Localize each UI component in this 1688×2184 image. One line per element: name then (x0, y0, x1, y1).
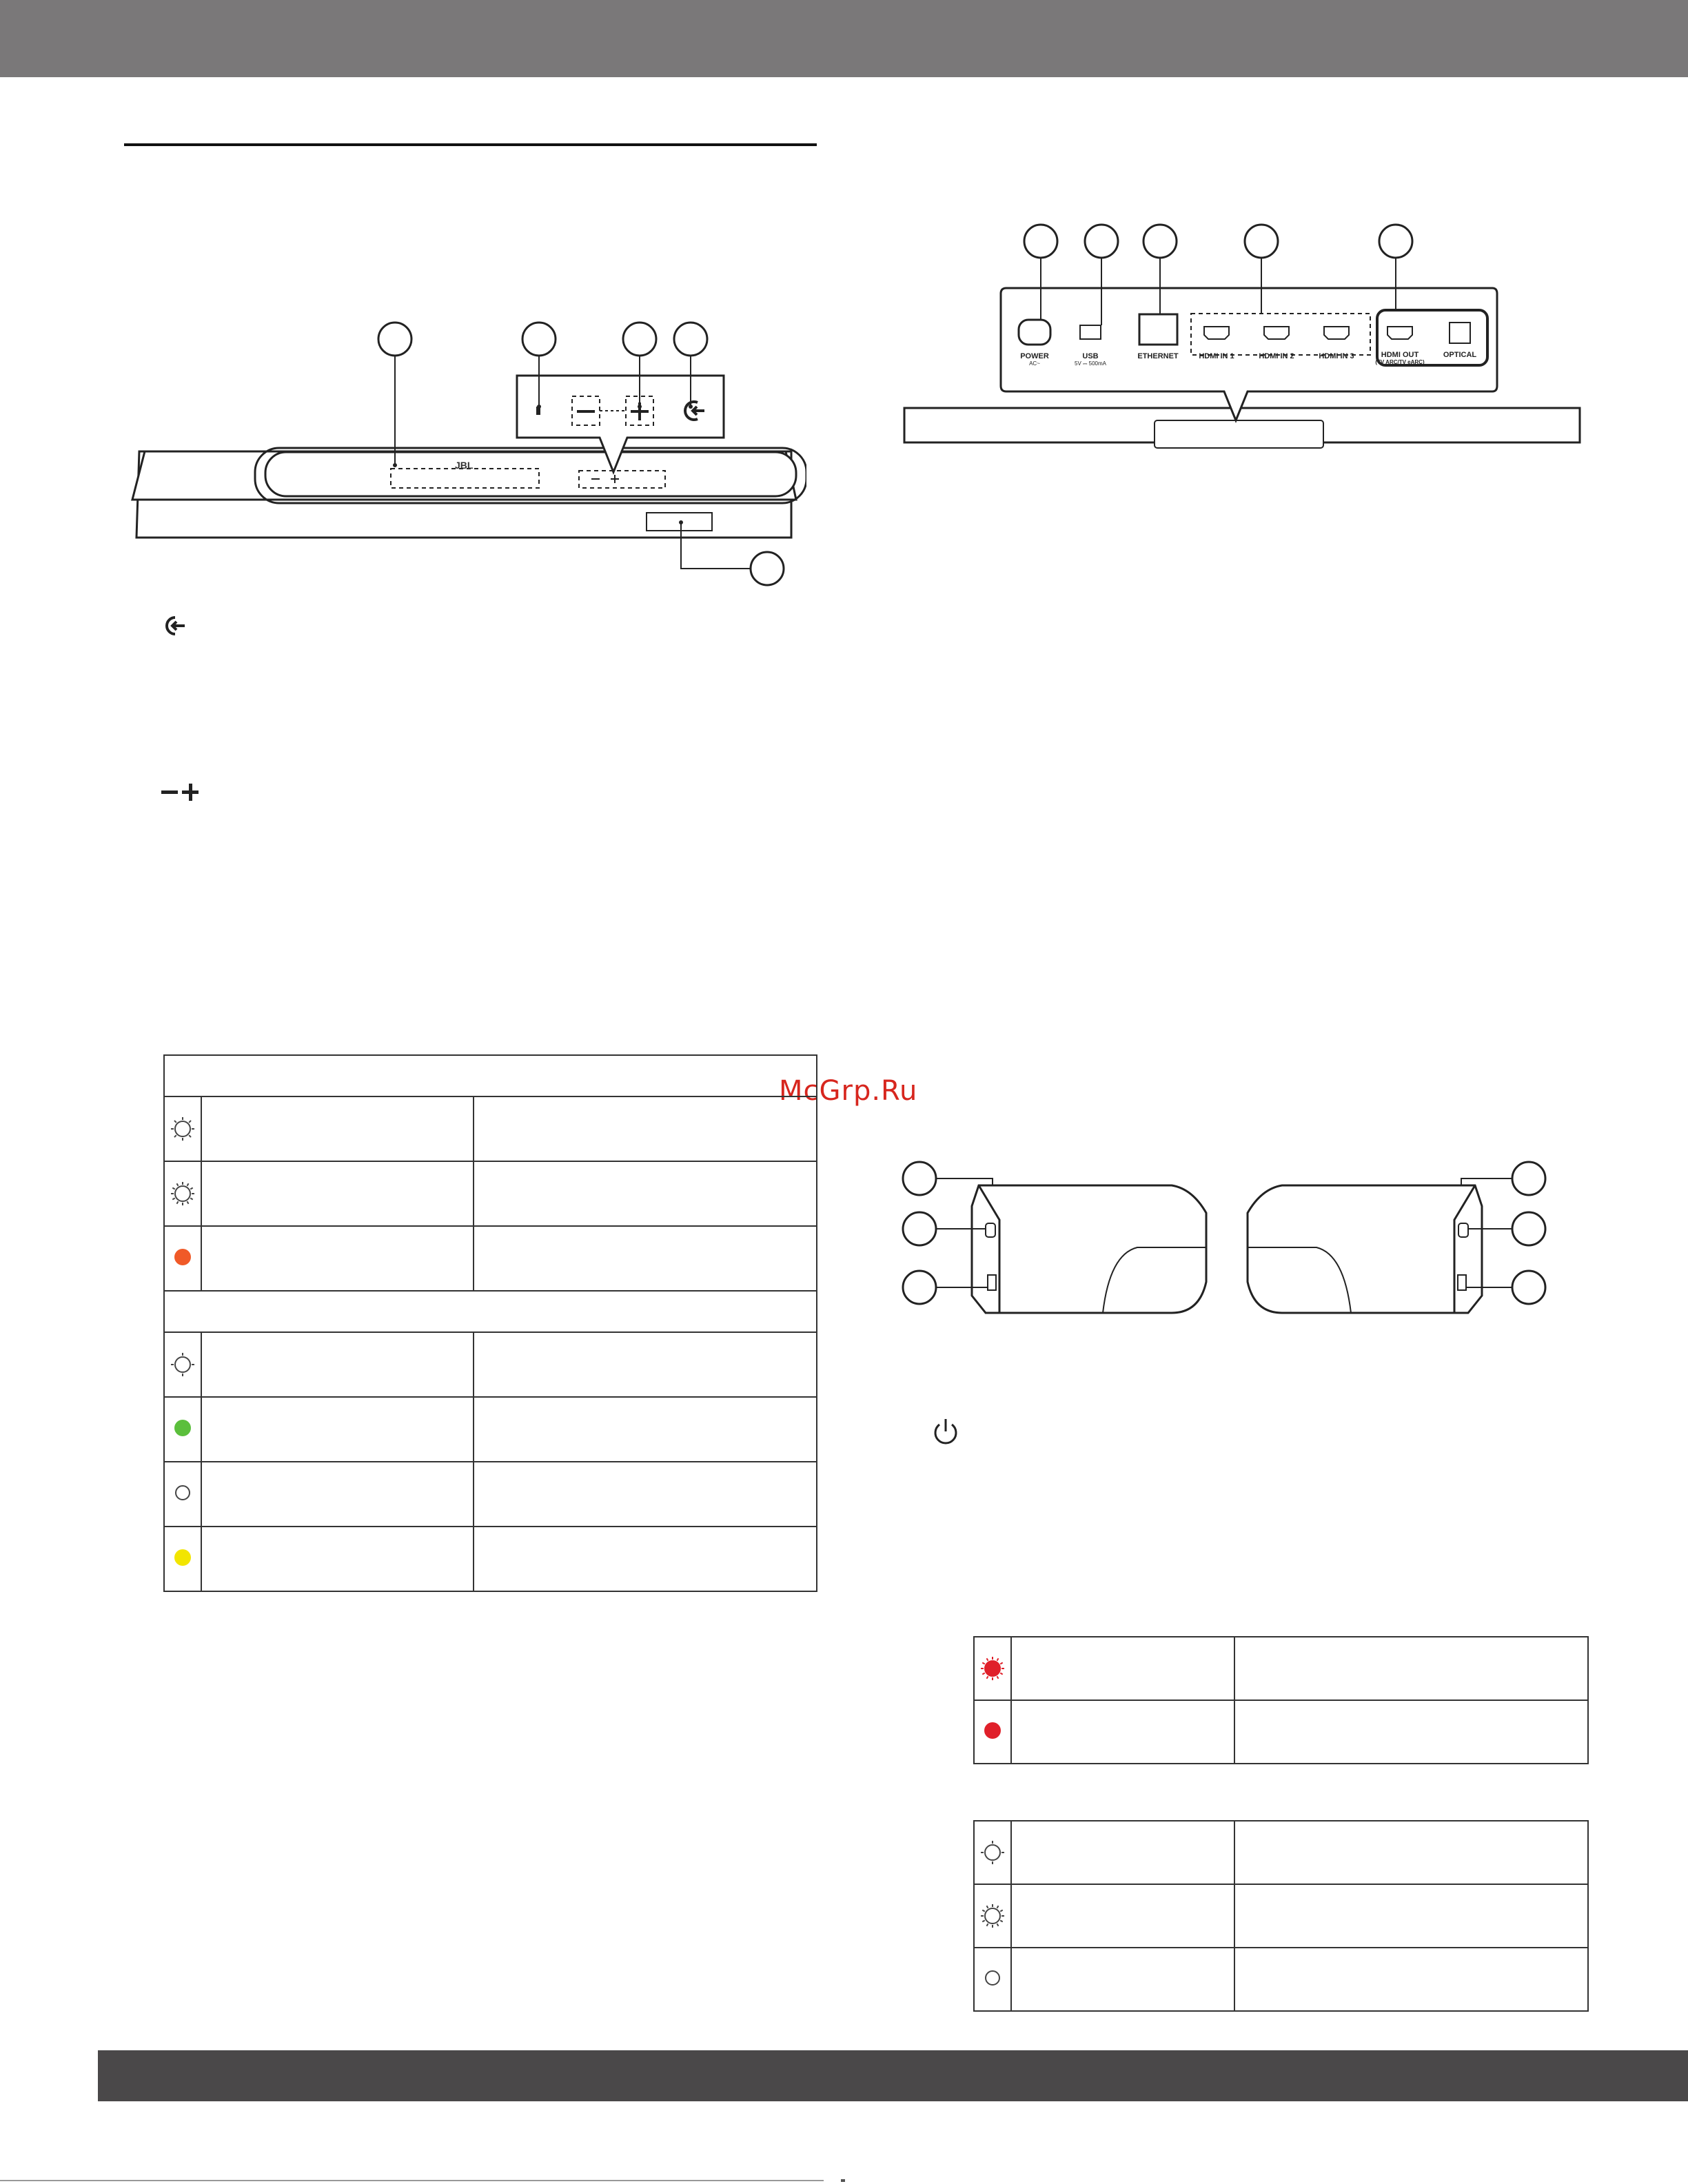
led-status-cell (164, 1226, 201, 1291)
status-label-cell (1011, 1637, 1234, 1700)
status-description-cell (1234, 1637, 1588, 1700)
led-indicator-icon (174, 1249, 191, 1265)
led-indicator-icon (169, 1351, 196, 1378)
power-icon (931, 1416, 961, 1447)
footer-bar (98, 2050, 1688, 2101)
led-indicator-icon (979, 1655, 1006, 1682)
section-divider (124, 143, 817, 146)
status-description-cell (474, 1096, 817, 1161)
table-section-row (164, 1291, 817, 1332)
status-label-cell (201, 1161, 474, 1226)
jbl-logo: JBL (455, 460, 474, 471)
status-description-cell (474, 1397, 817, 1462)
page-number-marker (841, 2179, 845, 2182)
header-bar (0, 0, 1688, 77)
footer-rule (0, 2180, 824, 2181)
table-row (164, 1527, 817, 1591)
table-row (974, 1948, 1588, 2011)
port-label-hdmi-in-3: HDMI IN 3 (1319, 352, 1354, 360)
status-label-cell (1011, 1948, 1234, 2011)
status-description-cell (1234, 1884, 1588, 1948)
status-label-cell (1011, 1884, 1234, 1948)
status-label-cell (201, 1397, 474, 1462)
status-description-cell (474, 1527, 817, 1591)
led-indicator-icon (175, 1485, 190, 1500)
port-label-power: POWER (1020, 352, 1049, 360)
table-row (164, 1161, 817, 1226)
led-status-cell (164, 1332, 201, 1397)
table-row (974, 1700, 1588, 1764)
led-status-cell (974, 1821, 1011, 1884)
led-status-cell (974, 1884, 1011, 1948)
table-row (164, 1096, 817, 1161)
status-description-cell (1234, 1821, 1588, 1884)
port-label-hdmi-in-2: HDMI IN 2 (1259, 352, 1294, 360)
led-indicator-icon (979, 1839, 1006, 1866)
led-indicator-icon (169, 1180, 196, 1207)
table-row (164, 1332, 817, 1397)
led-table-speaker-2 (973, 1820, 1589, 2012)
status-label-cell (201, 1527, 474, 1591)
status-label-cell (201, 1332, 474, 1397)
port-label-hdmi-out: HDMI OUT (1381, 351, 1419, 359)
port-label-ethernet: ETHERNET (1137, 352, 1179, 360)
status-description-cell (474, 1226, 817, 1291)
watermark-text: McGrp.Ru (779, 1075, 918, 1107)
led-indicator-icon (174, 1420, 191, 1436)
status-description-cell (474, 1332, 817, 1397)
led-status-cell (974, 1700, 1011, 1764)
led-status-cell (164, 1161, 201, 1226)
led-status-cell (164, 1096, 201, 1161)
table-section-header (164, 1055, 817, 1096)
status-label-cell (1011, 1821, 1234, 1884)
table-row (974, 1637, 1588, 1700)
led-indicator-icon (979, 1902, 1006, 1930)
led-indicator-icon (984, 1722, 1001, 1739)
status-label-cell (201, 1226, 474, 1291)
table-row (974, 1884, 1588, 1948)
status-description-cell (1234, 1948, 1588, 2011)
soundbar-top-illustration (124, 303, 806, 593)
led-indicator-icon (985, 1970, 1000, 1986)
port-label-hdmi-in-1: HDMI IN 1 (1199, 352, 1234, 360)
status-label-cell (1011, 1700, 1234, 1764)
port-sub-power: AC~ (1029, 360, 1040, 367)
led-status-cell (974, 1637, 1011, 1700)
port-sub-usb: 5V ⎓ 500mA (1075, 360, 1106, 367)
status-description-cell (474, 1462, 817, 1527)
status-label-cell (201, 1096, 474, 1161)
status-label-cell (201, 1462, 474, 1527)
soundbar-rear-illustration (903, 221, 1585, 458)
surround-speakers-illustration (896, 1158, 1558, 1323)
led-status-cell (164, 1527, 201, 1591)
table-section-row (164, 1055, 817, 1096)
led-indicator-icon (174, 1549, 191, 1566)
led-table-main (163, 1054, 817, 1592)
led-table-speaker-1 (973, 1636, 1589, 1764)
led-status-cell (164, 1397, 201, 1462)
port-label-optical: OPTICAL (1443, 351, 1477, 359)
port-sub-hdmi-out: (TV ARC/TV eARC) (1375, 359, 1425, 365)
led-status-cell (164, 1462, 201, 1527)
status-description-cell (1234, 1700, 1588, 1764)
source-icon (163, 612, 190, 640)
table-row (164, 1397, 817, 1462)
table-row (164, 1462, 817, 1527)
port-label-usb: USB (1082, 352, 1099, 360)
table-section-header (164, 1291, 817, 1332)
table-row (974, 1821, 1588, 1884)
table-row (164, 1226, 817, 1291)
status-description-cell (474, 1161, 817, 1226)
led-status-cell (974, 1948, 1011, 2011)
led-indicator-icon (169, 1115, 196, 1143)
volume-minus-plus-icon (160, 779, 215, 806)
